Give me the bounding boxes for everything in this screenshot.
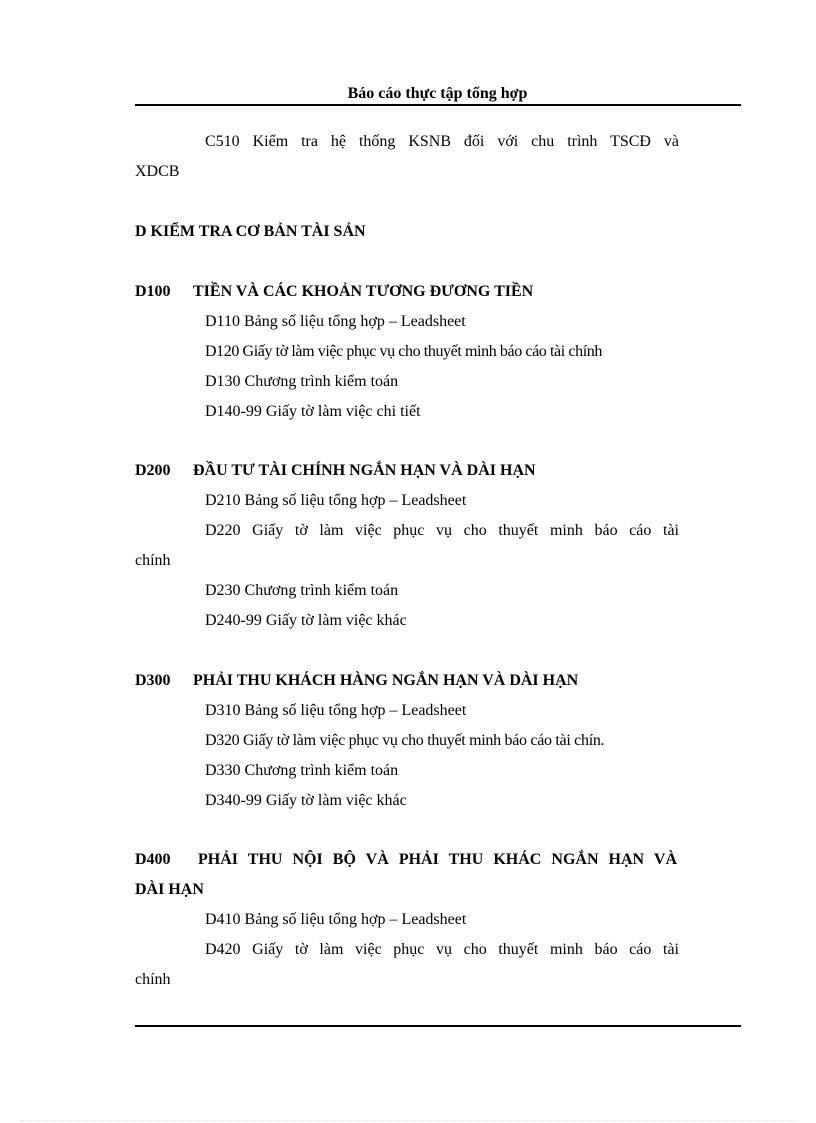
list-item-d220-cont: chính bbox=[135, 552, 171, 569]
list-item-d330: D330 Chương trình kiểm toán bbox=[205, 762, 399, 779]
section-d-heading: D KIỂM TRA CƠ BẢN TÀI SẢN bbox=[135, 223, 366, 240]
list-item-d420-cont: chính bbox=[135, 971, 171, 988]
footer-rule bbox=[135, 1025, 741, 1027]
section-title-d400-line2: DÀI HẠN bbox=[135, 881, 204, 898]
intro-line-2: XDCB bbox=[135, 163, 180, 180]
list-item-d130: D130 Chương trình kiểm toán bbox=[205, 373, 399, 390]
header-rule bbox=[135, 104, 741, 106]
section-title-d200: ĐẦU TƯ TÀI CHÍNH NGẮN HẠN VÀ DÀI HẠN bbox=[193, 462, 536, 479]
intro-line-1: C510 Kiểm tra hệ thống KSNB đối với chu trình TSCĐ và bbox=[205, 133, 679, 150]
list-item-d230: D230 Chương trình kiểm toán bbox=[205, 582, 399, 599]
list-item-d240: D240-99 Giấy tờ làm việc khác bbox=[205, 612, 407, 629]
list-item-d410: D410 Bảng số liệu tổng hợp – Leadsheet bbox=[205, 911, 467, 928]
list-item-d140: D140-99 Giấy tờ làm việc chi tiết bbox=[205, 403, 421, 420]
list-item-d120: D120 Giấy tờ làm việc phục vụ cho thuyết minh báo cáo tài chính bbox=[205, 343, 602, 360]
list-item-d320: D320 Giấy tờ làm việc phục vụ cho thuyết minh báo cáo tài chín. bbox=[205, 732, 605, 749]
page-edge-divider bbox=[20, 1120, 796, 1121]
section-code-d200: D200 bbox=[135, 462, 171, 479]
section-title-d100: TIỀN VÀ CÁC KHOẢN TƯƠNG ĐƯƠNG TIỀN bbox=[193, 283, 534, 300]
section-code-d100: D100 bbox=[135, 283, 171, 300]
section-title-d300: PHẢI THU KHÁCH HÀNG NGẮN HẠN VÀ DÀI HẠN bbox=[193, 672, 579, 689]
section-title-d400-line1: PHẢI THU NỘI BỘ VÀ PHẢI THU KHÁC NGẮN HẠN VÀ bbox=[198, 851, 677, 868]
list-item-d210: D210 Bảng số liệu tổng hợp – Leadsheet bbox=[205, 492, 467, 509]
page-header-title: Báo cáo thực tập tổng hợp bbox=[347, 85, 528, 102]
list-item-d310: D310 Bảng số liệu tổng hợp – Leadsheet bbox=[205, 702, 467, 719]
list-item-d220: D220 Giấy tờ làm việc phục vụ cho thuyết minh báo cáo tài bbox=[205, 522, 679, 539]
section-code-d400: D400 bbox=[135, 851, 171, 868]
list-item-d340: D340-99 Giấy tờ làm việc khác bbox=[205, 792, 407, 809]
list-item-d110: D110 Bảng số liệu tổng hợp – Leadsheet bbox=[205, 313, 466, 330]
list-item-d420: D420 Giấy tờ làm việc phục vụ cho thuyết minh báo cáo tài bbox=[205, 941, 679, 958]
section-code-d300: D300 bbox=[135, 672, 171, 689]
